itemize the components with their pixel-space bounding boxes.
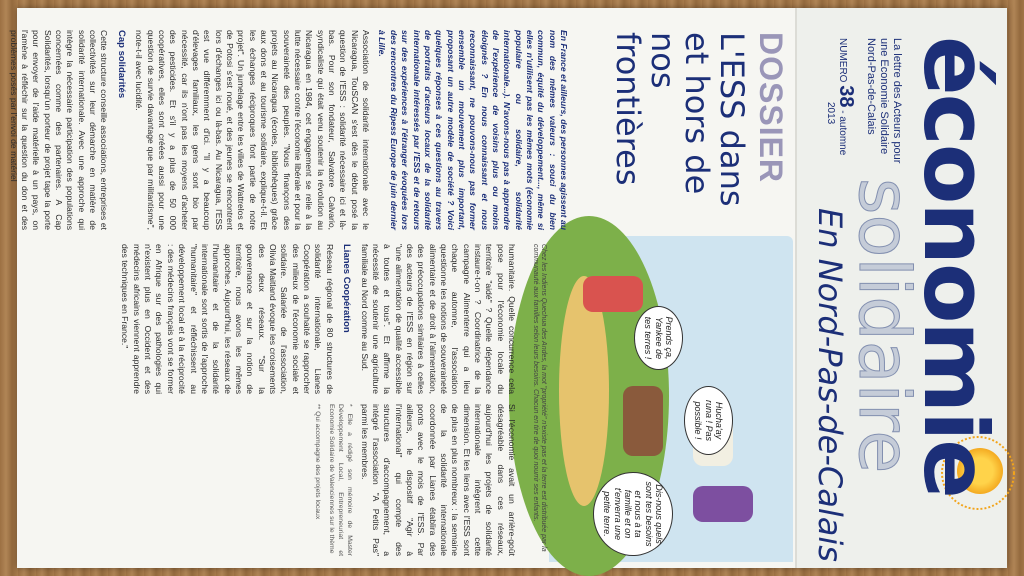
subheading-cap-solidarites: Cap solidarités: [115, 30, 127, 99]
cartoon-illustration: [549, 236, 793, 562]
masthead: [795, 8, 1007, 568]
footnote-2: ** Qui accompagne des projets locaux: [314, 404, 322, 520]
alimenterre-paragraph: humanitaire. Quelle concurrence cela pose pour l'économie locale du territoire "aidé" ? Quelle dépendance instaure-t-on ? Coordinatrice de la campagne Alimenterre qui a lieu chaque automne, l'association questionne les notions de souveraineté alimentaire et de droit à l'alimentation, des préoccupations similaires à celles des acteurs de l'ESS en région sur "une alimentation de qualité accessible à toutes et tous". Et affirme la nécessité de soutenir une agriculture familiale au Nord comme au Sud.: [359, 244, 517, 394]
cartoon-figure-left: [583, 276, 643, 312]
cartoon-figure-right: [693, 486, 753, 522]
article-headline: L'ESS dans et hors de nos frontières: [609, 32, 751, 207]
cartoon-treasure-chest: [623, 386, 663, 456]
masthead-title-solidaire: solidaire: [843, 178, 925, 474]
speech-bubble-1: Prends ça, Yankee de tes terres !: [634, 306, 683, 370]
section-label: DOSSIER: [753, 32, 789, 184]
issue-number-value: 38: [835, 85, 857, 108]
ess-links-paragraph: Si l'économie avait un arrière-goût désagréable dans ces réseaux, aujourd'hui les projets de solidarité internationale intègrent cette dimension. Et les liens avec l'ESS sont de plus en plus nombreux : la semaine de la solidarité internationale coordonnée par Lianes établira des ponts avec le mois de l'ESS. Par ailleurs, le dispositif "Agir à l'international" qui compte des structures d'accompagnement, a intégré l'association "A Petits Pas" parmi les membres.: [359, 404, 517, 556]
masthead-tagline: La lettre des Acteurs pour une Economie Solidaire Nord-Pas-de-Calais: [864, 38, 903, 164]
touscan-paragraph: Association de solidarité internationale avec le Nicaragua, TouSCAN s'est dès le début posé la question de l'ESS : solidarité nécessaire ici et là-bas. Pour son fondateur, Salvatore Calvario, syndicaliste qui était venu soutenir la révolution au Nicaragua en 1984, cet engagement se relie à la lutte nécessaire contre l'économie libérale et pour la souveraineté des peuples. "Nous finançons des projets au Nicaragua (écoles, bibliothèques) grâce aux dons et au tourisme solidaire, explique-t-il. Et les échanges réciproques font partie de notre projet". Un jumelage entre les villes de Wattrelos et de Potosi s'est noué, et des jeunes se rencontrent lors d'échanges ici ou là-bas. Au Nicaragua, l'ESS est vue différemment d'ici. "Il y a beaucoup d'élevages familiaux, les gens sont bio par nécessité, car ils n'ont pas les moyens d'acheter des pesticides. Et s'il y a plus de 50 000 coopératives, elles sont créées aussi pour une question de survie davantage que par militantisme", note-t-il avec lucidité.: [134, 30, 372, 230]
masthead-region: En Nord-Pas-de-Calais: [811, 208, 849, 562]
illustration-caption: Chez les Indiens Quechua des Andes, la mot "propriété" n'existe pas et la terre est distribuée par la communauté aux familles selon leurs besoins. Chacun en tire de quoi nourrir ses enfants.: [531, 244, 547, 552]
footnote-1: * Elle a rédigé son mémoire de Master Développement Local, Entrepreneuriat et Economie Solidaire de Valenciennes sur le thème: [328, 404, 354, 556]
article-column-2: [114, 244, 517, 394]
lianes-paragraph: Réseau régional de 80 structures de solidarité internationale, Lianes Coopération a souhaité se rapprocher des milieux de l'économie sociale et solidaire. Salariée de l'association, Olivia Maitland évoque les croisements des deux réseaux. "Sur la gouvernance et sur la notion de territoire, nous avons les mêmes approches. Aujourd'hui, les réseaux de l'humanitaire et de la solidarité internationale sont sortis de l'approche "humanitaire" et réfléchissent au développement local et à la réciprocité : des médecins français vont se former en Afrique sur des pathologies qui n'existent plus en Occident et des médecins africains viennent apprendre des techniques en France.": [120, 244, 335, 394]
newsletter-page: [8, 8, 1007, 568]
subheading-lianes-cooperation: Lianes Coopération: [341, 244, 353, 333]
article-column-1: [2, 30, 569, 230]
issue-label: NUMERO: [837, 38, 848, 83]
issue-number: [834, 38, 857, 155]
speech-bubble-2: Hucha'ay runa ! Pas possible !: [684, 386, 733, 455]
article-intro: En France et ailleurs, des personnes agissent au nom des mêmes valeurs : souci du bien commun, équité du développement..., même si elles n'utilisent pas les mêmes mots (économie populaire ou solidaire, solidarité internationale...). N'avons-nous pas à apprendre de l'expérience de voisins plus ou moins éloignés ? En nous connaissant et nous reconnaissant, ne pouvons-nous pas former ensemble un mouvement plus important, proposant un autre modèle de société ? Voici quelques réponses à ces questions au travers de portraits d'acteurs locaux de la solidarité internationale intéressés par l'ESS et de retours sur des expériences à l'étranger évoquées lors des rencontres du Ripess Europe de juin dernier à Lille.: [377, 30, 569, 230]
article-column-3: [307, 404, 517, 556]
issue-year: 2013: [825, 102, 836, 125]
cap-solidarites-paragraph: Cette structure conseille associations, entreprises et collectivités sur leur démarche en matière de solidarité internationale. Avec une approche qui intègre la nécessaire participation des populations concernées comme des partenaires. A Cap Solidarités, lorsqu'un porteur de projet tape la porte pour envoyer de l'aide matérielle à un pays, on l'amène à réfléchir sur la question du don et des problèmes posés par l'envoi de matériel: [8, 30, 110, 230]
issue-season: - automne: [837, 110, 848, 156]
speech-bubble-3: Dis-nous quels sont tes besoins et nous à ta famille et on t'enverra une petite terre.: [593, 472, 673, 556]
masthead-title-economie: économie: [904, 36, 1007, 497]
